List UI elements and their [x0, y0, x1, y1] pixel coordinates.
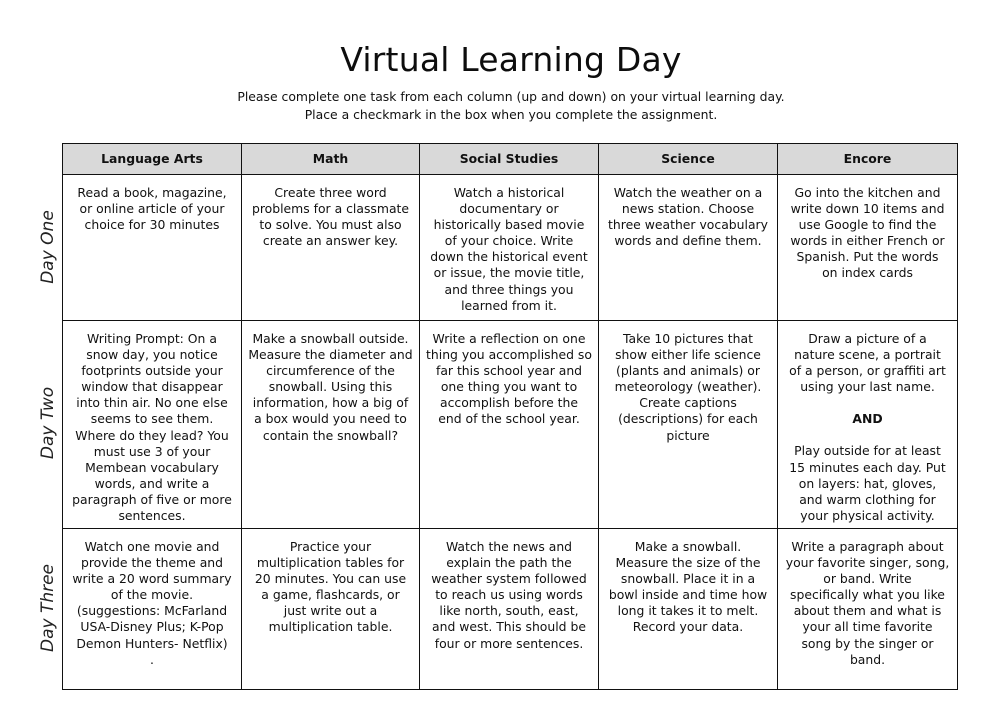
- task-text-line: meteorology (weather).: [614, 379, 762, 395]
- day-row: [63, 175, 958, 321]
- task-text-line: Watch the weather on a: [613, 185, 763, 200]
- task-text-line: words, and write a: [94, 475, 210, 491]
- day-row: [63, 529, 958, 690]
- task-text-line: Where do they lead? You: [75, 427, 229, 443]
- task-text-line: of a person, or graffiti art: [789, 363, 946, 379]
- task-text-line: Practice your: [289, 539, 372, 554]
- task-cell-social-studies[interactable]: [420, 529, 599, 690]
- task-cell-social-studies[interactable]: [420, 175, 599, 321]
- column-header-science: Science: [599, 144, 778, 175]
- header-row: [63, 144, 958, 175]
- task-cell-language-arts[interactable]: [63, 321, 242, 529]
- task-text-line: picture: [666, 427, 710, 443]
- task-cell-social-studies[interactable]: [420, 321, 599, 529]
- task-text-line: multiplication table.: [268, 619, 393, 635]
- task-text-line: down the historical event: [430, 249, 588, 265]
- task-text-line: band.: [849, 651, 886, 667]
- task-text-line: learned from it.: [461, 297, 557, 313]
- task-text-line: Demon Hunters- Netflix): [76, 635, 228, 651]
- task-cell-encore[interactable]: [778, 529, 958, 690]
- task-text-line: [782, 427, 953, 443]
- task-text-line: one thing you want to: [440, 379, 578, 395]
- task-text-line: far this school year and: [435, 363, 583, 379]
- task-text-line: on index cards: [822, 265, 913, 281]
- task-text-line: 15 minutes each day. Put: [789, 459, 946, 475]
- task-cell-encore[interactable]: [778, 175, 958, 321]
- task-text-line: Take 10 pictures that: [623, 331, 753, 346]
- task-text-line: seems to see them.: [90, 411, 214, 427]
- task-text-line: circumference of the: [266, 363, 395, 379]
- task-text-line: or online article of your: [79, 201, 225, 217]
- task-text-line: specifically what you like: [790, 587, 945, 603]
- task-text-line: Measure the size of the: [615, 555, 761, 571]
- task-text-line: three weather vocabulary: [608, 217, 768, 233]
- task-text-line: sentences.: [118, 508, 186, 524]
- task-text-line: Create captions: [639, 395, 737, 411]
- task-text-line: into thin air. No one else: [76, 395, 228, 411]
- instructions-line-1: Please complete one task from each column (up and down) on your virtual learning day.: [237, 89, 785, 104]
- task-text-line: historically based movie: [433, 217, 585, 233]
- task-text-line: song by the singer or: [801, 635, 934, 651]
- task-text-line: write a 20 word summary: [72, 571, 232, 587]
- task-cell-science[interactable]: [599, 175, 778, 321]
- task-text-line: Measure the diameter and: [248, 347, 413, 363]
- task-cell-math[interactable]: [242, 529, 420, 690]
- task-text-line: Make a snowball outside.: [252, 331, 409, 346]
- task-text-line: a game, flashcards, or: [261, 587, 400, 603]
- task-text-line: four or more sentences.: [434, 635, 584, 651]
- column-header-math: Math: [242, 144, 420, 175]
- task-text-line: words and define them.: [614, 233, 762, 249]
- task-text-line: using your last name.: [800, 379, 935, 395]
- task-text-line: Watch the news and: [445, 539, 573, 554]
- task-text-line: footprints outside your: [81, 363, 223, 379]
- task-text-line: Record your data.: [632, 619, 744, 635]
- task-text-line: explain the path the: [446, 555, 572, 571]
- task-text-line: create an answer key.: [262, 233, 399, 249]
- column-header-social-studies: Social Studies: [420, 144, 599, 175]
- task-text-line: or issue, the movie title,: [433, 265, 585, 281]
- task-text-line: Membean vocabulary: [85, 459, 219, 475]
- task-text-line: snowball. Using this: [268, 379, 393, 395]
- day-label-two: Day Two: [38, 386, 58, 460]
- task-text-line: Watch one movie and: [84, 539, 220, 554]
- task-text-line: and three things you: [444, 281, 574, 297]
- task-text-line: end of the school year.: [438, 411, 580, 427]
- task-text-line: Go into the kitchen and: [794, 185, 941, 200]
- task-text-line: to solve. You must also: [259, 217, 402, 233]
- task-text-line: paragraph of five or more: [72, 491, 232, 507]
- task-text-line: must use 3 of your: [93, 443, 211, 459]
- column-header-encore: Encore: [778, 144, 958, 175]
- task-text-line: use Google to find the: [798, 217, 937, 233]
- task-text-line: Read a book, magazine,: [77, 185, 227, 200]
- task-text-line: nature scene, a portrait: [794, 347, 941, 363]
- task-text-line: your favorite singer, song,: [785, 555, 950, 571]
- column-header-language-arts: Language Arts: [63, 144, 242, 175]
- task-text-line: Create three word: [274, 185, 387, 200]
- task-text-line: Write a reflection on one: [432, 331, 586, 346]
- task-text-line: Watch a historical: [453, 185, 565, 200]
- task-cell-science[interactable]: [599, 321, 778, 529]
- task-text-line: Make a snowball.: [634, 539, 742, 554]
- task-text-line: (suggestions: McFarland: [76, 603, 228, 619]
- task-text-line: snow day, you notice: [86, 347, 218, 363]
- task-text-line: of your choice. Write: [444, 233, 574, 249]
- task-text-line: about them and what is: [793, 603, 942, 619]
- task-text-line: write down 10 items and: [790, 201, 945, 217]
- task-cell-science[interactable]: [599, 529, 778, 690]
- task-text-line: your physical activity.: [800, 507, 935, 523]
- task-text-line: on layers: hat, gloves,: [798, 475, 937, 491]
- task-text-line: a box would you need to: [254, 411, 407, 427]
- task-text-line: snowball. Place it in a: [620, 571, 756, 587]
- task-text-line: accomplish before the: [439, 395, 578, 411]
- task-text-line: or band. Write: [823, 571, 912, 587]
- choice-board-table: [62, 143, 958, 690]
- task-text-line: AND: [852, 411, 883, 427]
- task-text-line: weather system followed: [431, 571, 587, 587]
- task-text-line: Spanish. Put the words: [796, 249, 939, 265]
- task-text-line: provide the theme and: [80, 555, 224, 571]
- task-text-line: long it takes it to melt.: [617, 603, 759, 619]
- task-text-line: information, how a big of: [252, 395, 409, 411]
- task-cell-math[interactable]: [242, 321, 420, 529]
- task-text-line: of the movie.: [110, 587, 194, 603]
- task-text-line: .: [150, 651, 154, 667]
- day-label-one: Day One: [38, 209, 58, 284]
- page-title: Virtual Learning Day: [340, 40, 682, 79]
- task-text-line: (descriptions) for each: [618, 411, 758, 427]
- instructions-line-2: Place a checkmark in the box when you complete the assignment.: [304, 107, 718, 122]
- task-text-line: and warm clothing for: [799, 491, 936, 507]
- task-text-line: just write out a: [283, 603, 378, 619]
- task-text-line: USA-Disney Plus; K-Pop: [80, 619, 224, 635]
- task-text-line: 20 minutes. You can use: [254, 571, 407, 587]
- task-text-line: to reach us using words: [435, 587, 583, 603]
- task-cell-encore[interactable]: [778, 321, 958, 529]
- task-text-line: Play outside for at least: [794, 443, 941, 459]
- task-text-line: Write a paragraph about: [791, 539, 944, 554]
- task-text-line: like north, south, east,: [439, 603, 579, 619]
- task-text-line: Writing Prompt: On a: [87, 331, 217, 346]
- task-text-line: documentary or: [459, 201, 559, 217]
- task-text-line: [782, 395, 953, 411]
- day-row: [63, 321, 958, 529]
- task-text-line: words in either French or: [790, 233, 945, 249]
- task-text-line: news station. Choose: [621, 201, 755, 217]
- task-text-line: contain the snowball?: [262, 427, 399, 443]
- task-cell-language-arts[interactable]: [63, 529, 242, 690]
- task-text-line: and west. This should be: [432, 619, 586, 635]
- task-text-line: your all time favorite: [802, 619, 933, 635]
- task-cell-math[interactable]: [242, 175, 420, 321]
- task-text-line: window that disappear: [81, 379, 223, 395]
- task-text-line: Draw a picture of a: [808, 331, 927, 346]
- task-text-line: multiplication tables for: [256, 555, 405, 571]
- task-text-line: problems for a classmate: [251, 201, 410, 217]
- task-text-line: (plants and animals) or: [616, 363, 760, 379]
- task-text-line: show either life science: [615, 347, 761, 363]
- task-text-line: thing you accomplished so: [426, 347, 592, 363]
- task-cell-language-arts[interactable]: [63, 175, 242, 321]
- task-text-line: choice for 30 minutes: [84, 217, 220, 233]
- day-label-three: Day Three: [38, 563, 59, 652]
- task-text-line: bowl inside and time how: [608, 587, 768, 603]
